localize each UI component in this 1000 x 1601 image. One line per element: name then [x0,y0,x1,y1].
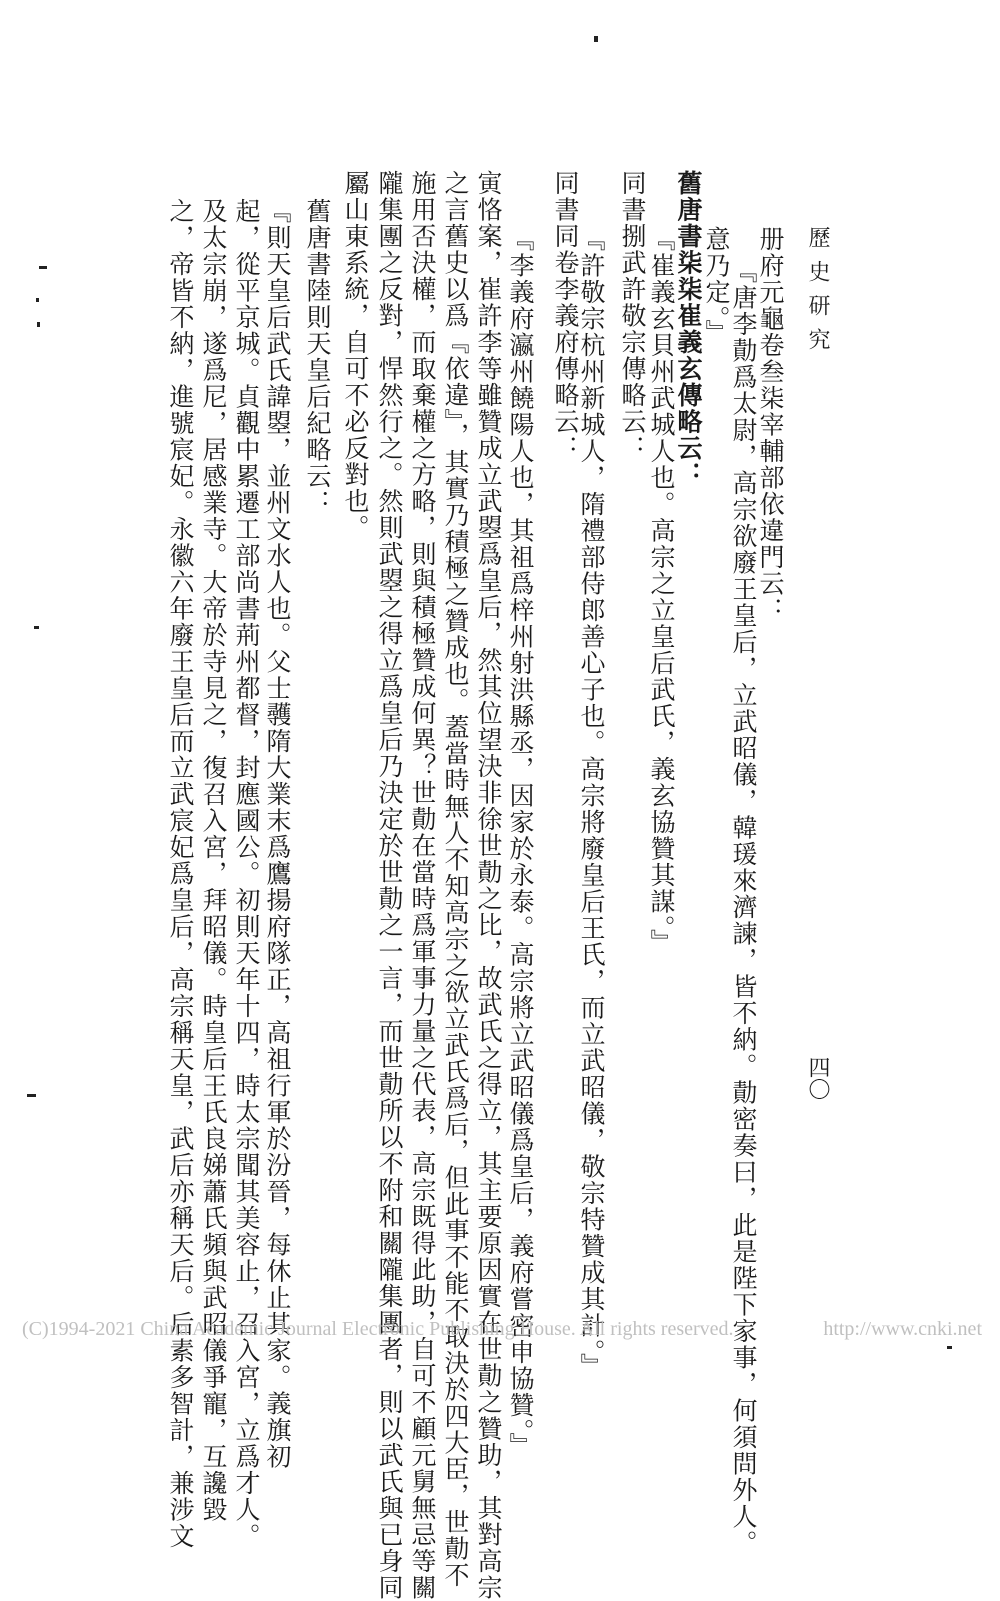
text-column-14: 屬山東系統，自可不必反對也。 [341,170,370,541]
text-column-13: 隴集團之反對，悍然行之。然則武曌之得立爲皇后乃決定於世勣之一言，而世勣所以不附和關隴集團者，則以武氏與已身同 [375,170,404,1601]
text-column-10: 寅恪案，崔許李等雖贊成立武曌爲皇后，然其位望決非徐世勣之比，故武氏之得立，其主要原因實在世勣之贊助，其對高宗 [474,170,503,1601]
text-column-1: 册府元龜卷叁柒宰輔部依違門云： [756,226,785,624]
text-column-11: 之言舊史以爲『依違』，其實乃積極之贊成也。蓋當時無人不知高宗之欲立武氏爲后，但此事不能不取決於四大臣，世勣不 [441,170,470,1589]
text-column-17: 起，從平京城。貞觀中累遷工部尚書荊州都督，封應國公。初則天年十四，時太宗聞其美容止，召入宮，立爲才人。 [232,198,261,1550]
text-column-5: 『崔義玄貝州武城人也。高宗之立皇后武氏，義玄協贊其謀。』 [647,226,676,956]
text-column-19: 之，帝皆不納，進號宸妃。永徽六年廢王皇后而立武宸妃爲皇后，高宗稱天皇，武后亦稱天后。后素多智計，兼涉文 [166,198,195,1550]
text-column-4: 舊唐書柒柒崔義玄傳略云： [674,170,703,488]
page-number: 四〇 [805,1056,830,1100]
text-column-12: 施用否決權，而取棄權之方略，則與積極贊成何異？世勣在當時爲軍事力量之代表，高宗既得此助，自可不顧元舅無忌等關 [408,170,437,1601]
copyright-notice: (C)1994-2021 China Academic Journal Electronic Publishing House. All rights reserved. [22,1318,734,1340]
footer [22,1318,982,1341]
text-column-8: 同書同卷李義府傳略云： [551,170,580,462]
text-column-2: 『唐李勣爲太尉，高宗欲廢王皇后，立武昭儀，韓瑗來濟諫，皆不納。勣密奏曰，此是陛下家事，何須問外人。 [729,258,758,1557]
text-column-9: 『李義府瀛州饒陽人也，其祖爲梓州射洪縣丞，因家於永泰。高宗將立武昭儀爲皇后，義府嘗密申協贊。』 [506,226,535,1459]
text-column-18: 及太宗崩，遂爲尼，居感業寺。大帝於寺見之，復召入宮，拜昭儀。時皇后王氏良娣蕭氏頻與武昭儀爭寵，互讒毀 [199,198,228,1523]
scan-speck [594,36,598,42]
text-column-16: 『則天皇后武氏諱曌，並州文水人也。父士彠隋大業末爲鷹揚府隊正，高祖行軍於汾晉，每休止其家。義旗初 [263,198,292,1470]
text-column-15: 舊唐書陸則天皇后紀略云： [303,198,332,516]
cnki-url[interactable]: http://www.cnki.net [823,1318,982,1340]
scan-speck [947,1346,952,1349]
text-column-6: 同書捌武許敬宗傳略云： [618,170,647,462]
scan-speck [34,626,39,629]
text-column-3: 意乃定。』 [702,226,731,346]
scan-speck [39,266,47,269]
text-column-7: 『許敬宗杭州新城人，隋禮部侍郎善心子也。高宗將廢皇后王氏，而立武昭儀，敬宗特贊成其計。』 [577,226,606,1380]
journal-title: 歷史研究 [805,226,830,362]
scan-speck [37,322,40,327]
scan-speck [27,1094,36,1097]
scan-speck [36,298,39,302]
